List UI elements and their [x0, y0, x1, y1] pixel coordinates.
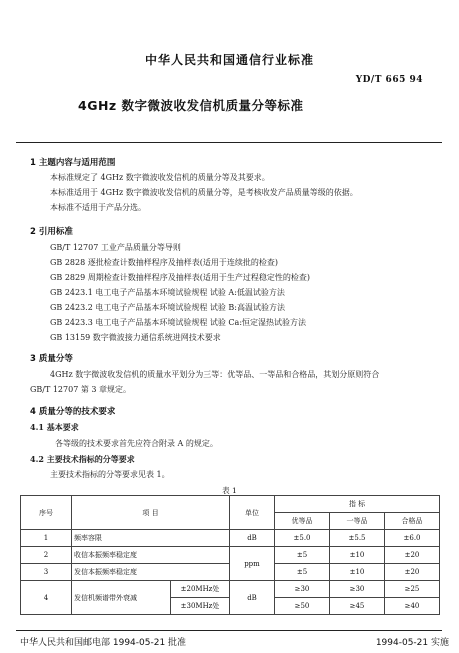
col-header-unit: 单位 — [230, 496, 275, 530]
spec-table — [20, 495, 440, 615]
section-1-para-1: 本标准规定了 4GHz 数字微波收发信机的质量分等及其要求。 — [50, 173, 270, 182]
col-header-item: 项 目 — [72, 496, 230, 530]
cell-grade-1: ≥50 — [275, 598, 330, 615]
section-4-2-para: 主要技术指标的分等要求见表 1。 — [50, 470, 170, 479]
section-4-1-heading: 4.1 基本要求 — [30, 422, 79, 432]
table-row — [21, 547, 440, 564]
ref-item: GB 2829 周期检查计数抽样程序及抽样表(适用于生产过程稳定性的检查) — [50, 273, 310, 282]
section-3-para-1: 4GHz 数字微波收发信机的质量水平划分为三等：优等品、一等品和合格品，其划分原则符合 — [50, 370, 380, 379]
section-4-heading: 4 质量分等的技术要求 — [30, 407, 116, 417]
standard-number: YD/T 665 94 — [355, 75, 423, 85]
ref-item: GB 2828 逐批检查计数抽样程序及抽样表(适用于连续批的检查) — [50, 258, 278, 267]
document-title: 4GHz 数字微波收发信机质量分等标准 — [78, 98, 304, 113]
cell-grade-3: ≥25 — [385, 581, 440, 598]
footer-approval: 中华人民共和国邮电部 1994-05-21 批准 — [20, 638, 187, 648]
cell-grade-3: ±20 — [385, 564, 440, 581]
ref-item: GB 2423.2 电工电子产品基本环境试验规程 试验 B:高温试验方法 — [50, 303, 286, 312]
cell-grade-3: ±20 — [385, 547, 440, 564]
cell-unit: ppm — [230, 547, 275, 581]
col-header-grade-3: 合格品 — [385, 513, 440, 530]
section-4-1-para: 各等级的技术要求首先应符合附录 A 的规定。 — [55, 439, 218, 448]
cell-grade-1: ±5 — [275, 564, 330, 581]
cell-sub-item: ±20MHz处 — [171, 581, 230, 598]
cell-grade-2: ±10 — [330, 547, 385, 564]
col-header-grade-1: 优等品 — [275, 513, 330, 530]
cell-grade-1: ±5.0 — [275, 530, 330, 547]
col-header-grade-2: 一等品 — [330, 513, 385, 530]
cell-no: 3 — [21, 564, 72, 581]
section-2-heading: 2 引用标准 — [30, 227, 73, 237]
table-header-row — [21, 496, 440, 513]
ref-item: GB 2423.1 电工电子产品基本环境试验规程 试验 A:低温试验方法 — [50, 288, 285, 297]
header-divider — [16, 142, 442, 143]
cell-unit: dB — [230, 581, 275, 615]
cell-no: 1 — [21, 530, 72, 547]
cell-no: 4 — [21, 581, 72, 615]
ref-item: GB/T 12707 工业产品质量分等导则 — [50, 243, 181, 252]
footer-divider — [16, 630, 442, 631]
cell-grade-3: ≥40 — [385, 598, 440, 615]
cell-sub-item: ±30MHz处 — [171, 598, 230, 615]
cell-grade-2: ≥30 — [330, 581, 385, 598]
table-row — [21, 530, 440, 547]
table-row — [21, 581, 440, 598]
cell-grade-1: ±5 — [275, 547, 330, 564]
table-caption: 表 1 — [222, 486, 237, 495]
footer-implementation: 1994-05-21 实施 — [375, 638, 449, 648]
section-1-heading: 1 主题内容与适用范围 — [30, 158, 116, 168]
ref-item: GB 2423.3 电工电子产品基本环境试验规程 试验 Ca:恒定湿热试验方法 — [50, 318, 307, 327]
ref-item: GB 13159 数字微波接力通信系统进网技术要求 — [50, 333, 221, 342]
cell-unit: dB — [230, 530, 275, 547]
section-3-para-2: GB/T 12707 第 3 章规定。 — [30, 385, 132, 394]
cell-grade-3: ±6.0 — [385, 530, 440, 547]
section-3-heading: 3 质量分等 — [30, 354, 73, 364]
col-header-no: 序号 — [21, 496, 72, 530]
cell-grade-1: ≥30 — [275, 581, 330, 598]
cell-grade-2: ±10 — [330, 564, 385, 581]
cell-item: 频率容限 — [72, 530, 230, 547]
cell-no: 2 — [21, 547, 72, 564]
header-org: 中华人民共和国通信行业标准 — [144, 53, 314, 67]
section-4-2-heading: 4.2 主要技术指标的分等要求 — [30, 454, 135, 464]
cell-grade-2: ≥45 — [330, 598, 385, 615]
section-1-para-2: 本标准适用于 4GHz 数字微波收发信机的质量分等，是考核收发产品质量等级的依据。 — [50, 188, 358, 197]
cell-grade-2: ±5.5 — [330, 530, 385, 547]
col-header-index: 指 标 — [275, 496, 440, 513]
cell-item: 发信本振频率稳定度 — [72, 564, 230, 581]
section-1-para-3: 本标准不适用于产品分选。 — [50, 203, 146, 212]
cell-item: 发信机频谱带外衰减 — [72, 581, 171, 615]
cell-item: 收信本振频率稳定度 — [72, 547, 230, 564]
